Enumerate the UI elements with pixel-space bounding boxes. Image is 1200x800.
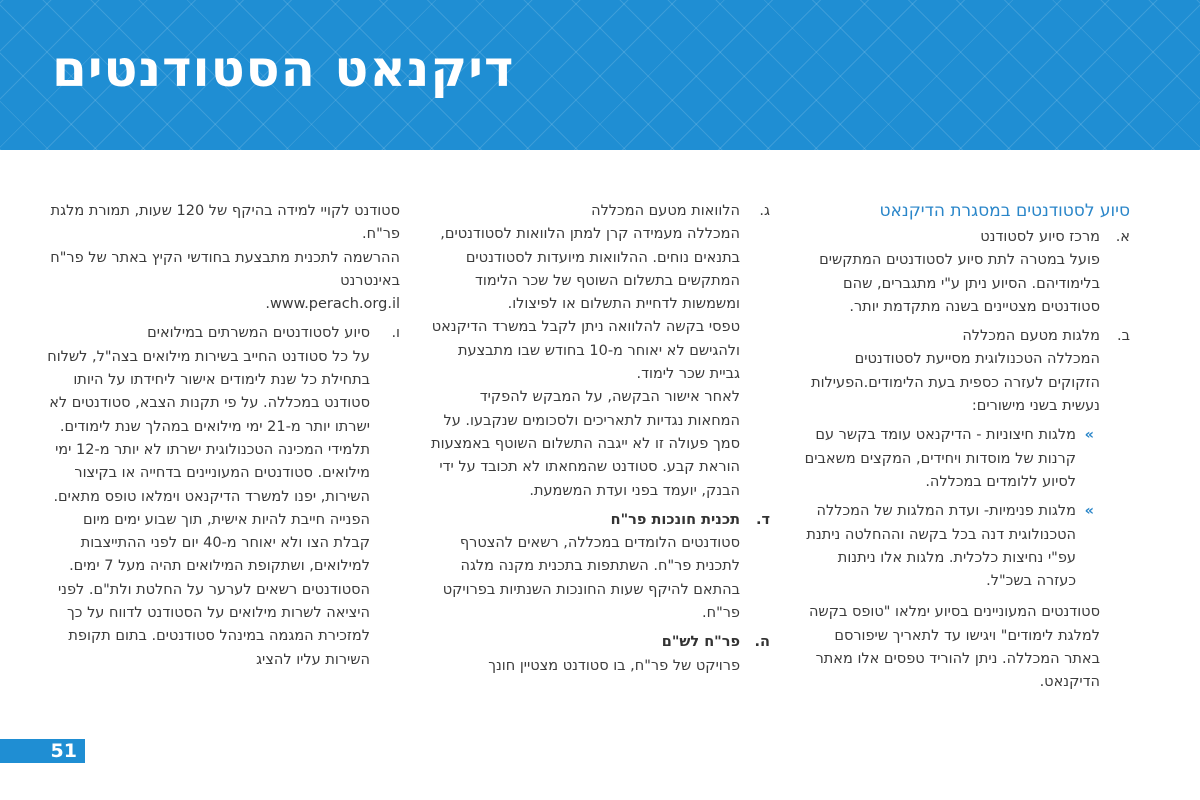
column-right xyxy=(800,200,1130,695)
header-banner xyxy=(0,0,1200,150)
item-marker: ב. xyxy=(1117,328,1130,345)
list-item xyxy=(800,226,1130,319)
item-title: הלוואות מטעם המכללה xyxy=(591,203,740,219)
list-item xyxy=(425,631,770,678)
list-item xyxy=(45,322,400,671)
bullet-icon: » xyxy=(1084,427,1094,444)
list-item xyxy=(425,200,770,503)
column-middle xyxy=(425,200,770,684)
bullet-icon: » xyxy=(1084,503,1094,520)
item-marker: ד. xyxy=(755,511,770,528)
page-number: 51 xyxy=(0,739,85,763)
bullet-item xyxy=(800,424,1100,494)
item-body: המכללה הטכנולוגית מסייעת לסטודנטים הזקוקים לעזרה כספית בעת הלימודים.הפעילות נעשית בשני מישורים: xyxy=(811,351,1100,415)
item-body: פועל במטרה לתת סיוע לסטודנטים המתקשים בלימודיהם. הסיוע ניתן ע"י מתגברים, שהם סטודנטים מצטיינים בשנה מתקדמת יותר. xyxy=(819,252,1100,315)
continuation-text: ההרשמה לתכנית מתבצעת בחודשי הקיץ באתר של פר"ח באינטרנט xyxy=(50,249,400,289)
item-paragraph: פרויקט של פר"ח, בו סטודנט מצטיין חונך xyxy=(488,657,740,674)
bullet-text: מלגות חיצוניות - הדיקנאט עומד בקשר עם קרנות של מוסדות ויחידים, המקצים משאבים לסיוע ללומדים במכללה. xyxy=(804,427,1076,490)
bullet-text: מלגות פנימיות- ועדת המלגות של המכללה הטכנולוגית דנה בכל בקשה וההחלטה ניתנת עפ"י נחיצות כלכלית. מלגות אלו ניתנות כעזרה בשכ"ל. xyxy=(806,503,1076,590)
list-item xyxy=(800,325,1130,593)
item-title: תכנית חונכות פר"ח xyxy=(610,511,740,528)
column-left xyxy=(45,200,400,678)
website-link[interactable]: www.perach.org.il. xyxy=(265,296,400,313)
continuation-text: סטודנט לקויי למידה בהיקף של 120 שעות, תמורת מלגת פר"ח. xyxy=(50,203,400,243)
note-text: סטודנטים המעוניינים בסיוע ימלאו "טופס בקשה למלגת לימודים" ויגישו עד לתאריך שיפורסם באתר המכללה. ניתן להוריד טפסים אלו מאתר הדיקנאט. xyxy=(808,604,1100,691)
item-marker: ו. xyxy=(391,325,400,342)
item-title: מלגות מטעם המכללה xyxy=(962,328,1100,345)
item-paragraph: טפסי בקשה להלוואה ניתן לקבל במשרד הדיקנאט ולהגישם לא יאוחר מ-10 בחודש שבו מתבצעת גביית שכר לימוד. xyxy=(431,319,740,383)
item-marker: א. xyxy=(1115,229,1130,245)
bullet-item xyxy=(800,500,1100,593)
item-paragraph: סטודנטים הלומדים במכללה, רשאים להצטרף לתכנית פר"ח. השתתפות בתכנית מקנה מלגה בהתאם להיקף שעות החונכות השנתיות בפרויקט פר"ח. xyxy=(442,535,740,622)
item-title: סיוע לסטודנטים המשרתים במילואים xyxy=(147,325,370,342)
item-marker: ג. xyxy=(759,203,770,219)
item-marker: ה. xyxy=(754,634,770,651)
item-paragraph: לאחר אישור הבקשה, על המבקש להפקיד המחאות נגדיות לתאריכים ולסכומים שנקבעו. על סמך פעולה זו לא ייגבה התשלום השוטף באמצעות הוראת קבע. סטודנט שהמחאתו לא תכובד על ידי הבנק, יועמד בפני ועדת המשמעת. xyxy=(431,389,740,499)
page-title: דיקנאט הסטודנטים xyxy=(52,40,515,98)
item-title: פר"ח לש"ם xyxy=(661,634,740,651)
item-title: מרכז סיוע לסטודנט xyxy=(980,229,1100,245)
item-body: על כל סטודנט החייב בשירות מילואים בצה"ל, לשלוח בתחילת כל שנת לימודים אישור ליחידתו על היותו סטודנט במכללה. על פי תקנות הצבא, סטודנטים לא ישרתו יותר מ-21 ימי מילואים במהלך שנת לימודים. תלמידי המכינה הטכנולוגית ישרתו לא יותר מ-12 ימי מילואים. סטודנטים המעוניינים בדחייה או בקיצור השירות, יפנו למשרד הדיקנאט וימלאו טופס מתאים. הפנייה חייבת להיות אישית, תוך שבוע ימים מיום קבלת הצו ולא יאוחר מ-40 יום לפני ההתייצבות למילואים, ושתקופת המילואים תהיה מעל 7 ימים. הסטודנטים רשאים לערער על החלטת ולת"ם. לפני היציאה לשרות מילואים על הסטודנט לדווח על כך למזכירת המגמה במינהל סטודנטים. בתום תקופת השירות עליו להציג xyxy=(47,348,370,668)
item-paragraph: המכללה מעמידה קרן למתן הלוואות לסטודנטים, בתנאים נוחים. ההלוואות מיועדות לסטודנטים המתקשים בתשלום השוטף של שכר הלימוד ומשמשות לדחיית התשלום או לפיצולו. xyxy=(440,226,740,313)
list-item xyxy=(425,509,770,625)
section-heading: סיוע לסטודנטים במסגרת הדיקנאט xyxy=(879,201,1130,221)
